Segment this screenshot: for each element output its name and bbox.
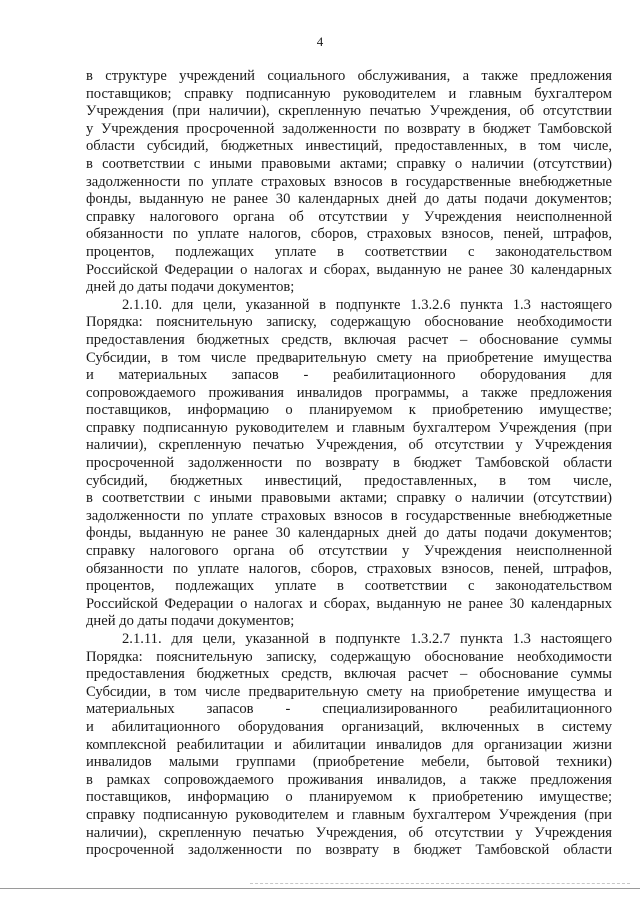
text-line: задолженности по уплате страховых взносов в государственные внебюджетные [86, 173, 612, 190]
text-line: процентов, подлежащих уплате в соответствии с законодательством [86, 243, 612, 260]
text-line: 2.1.10. для цели, указанной в подпункте 1.3.2.6 пункта 1.3 настоящего [122, 296, 612, 313]
text-line: материальных запасов - специализированного реабилитационного [86, 701, 612, 718]
text-line: Субсидии, в том числе предварительную смету на приобретение имущества и [86, 683, 612, 700]
text-line: просроченной задолженности по возврату в бюджет Тамбовской области [86, 455, 612, 472]
text-line: задолженности по уплате страховых взносов в государственные внебюджетные [86, 507, 612, 524]
text-line: и материальных запасов - реабилитационного оборудования для [86, 367, 612, 384]
page-number: 4 [316, 34, 324, 49]
text-line: в соответствии с иными правовыми актами; справку о наличии (отсутствии) [86, 490, 612, 507]
paragraph-p-continuation [86, 68, 612, 297]
text-line: в структуре учреждений социального обслуживания, а также предложения [86, 68, 612, 84]
document-body [86, 68, 612, 860]
text-line: Российской Федерации о налогах и сборах, выданную не ранее 30 календарных [86, 595, 612, 612]
text-line: наличии), скрепленную печатью Учреждения, об отсутствии у Учреждения [86, 437, 612, 454]
text-line: дней до даты подачи документов; [86, 613, 295, 630]
text-line: 2.1.11. для цели, указанной в подпункте 1.3.2.7 пункта 1.3 настоящего [122, 631, 612, 647]
text-line: сопровождаемого проживания инвалидов программы, а также предложения [86, 384, 612, 401]
text-line: Учреждения (при наличии), скрепленную печатью Учреждения, об отсутствии [86, 103, 612, 120]
text-line: у Учреждения просроченной задолженности по возврату в бюджет Тамбовской [86, 120, 612, 137]
page-bottom-edge [0, 888, 640, 889]
text-line: дней до даты подачи документов; [86, 279, 295, 296]
text-line: поставщиков, информацию о планируемом к приобретению имуществе; [86, 402, 612, 419]
text-line: в рамках сопровождаемого проживания инвалидов, а также предложения [86, 771, 612, 788]
text-line: Российской Федерации о налогах и сборах, выданную не ранее 30 календарных [86, 261, 612, 278]
text-line: обязанности по уплате налогов, сборов, страховых взносов, пеней, штрафов, [86, 560, 612, 577]
text-line: справку подписанную руководителем и главным бухгалтером Учреждения (при [86, 419, 612, 436]
text-line: Субсидии, в том числе предварительную смету на приобретение имущества [86, 349, 612, 366]
text-line: субсидий, бюджетных инвестиций, предоставленных, в том числе, [86, 472, 612, 489]
text-line: поставщиков; справку подписанную руководителем и главным бухгалтером [86, 85, 612, 102]
text-line: фонды, выданную не ранее 30 календарных дней до даты подачи документов; [86, 191, 612, 208]
text-line: предоставления бюджетных средств, включая расчет – обоснование суммы [86, 666, 612, 683]
text-line: процентов, подлежащих уплате в соответствии с законодательством [86, 578, 612, 595]
text-line: фонды, выданную не ранее 30 календарных дней до даты подачи документов; [86, 525, 612, 542]
text-line: обязанности по уплате налогов, сборов, страховых взносов, пеней, штрафов, [86, 226, 612, 243]
scan-edge-mark [250, 883, 630, 884]
paragraph-p-2-1-10 [86, 297, 612, 631]
text-line: Порядка: пояснительную записку, содержащую обоснование необходимости [86, 314, 612, 331]
text-line: и абилитационного оборудования организаций, включенных в систему [86, 718, 612, 735]
text-line: в соответствии с иными правовыми актами; справку о наличии (отсутствии) [86, 155, 612, 172]
paragraph-p-2-1-11 [86, 631, 612, 860]
text-line: справку налогового органа об отсутствии у Учреждения неисполненной [86, 208, 612, 225]
text-line: Порядка: пояснительную записку, содержащую обоснование необходимости [86, 648, 612, 665]
text-line: инвалидов малыми группами (приобретение мебели, бытовой техники) [86, 754, 612, 771]
text-line: поставщиков, информацию о планируемом к приобретению имуществе; [86, 789, 612, 806]
text-line: наличии), скрепленную печатью Учреждения, об отсутствии у Учреждения [86, 824, 612, 841]
text-line: просроченной задолженности по возврату в бюджет Тамбовской области [86, 842, 612, 859]
text-line: справку налогового органа об отсутствии у Учреждения неисполненной [86, 543, 612, 560]
text-line: предоставления бюджетных средств, включая расчет – обоснование суммы [86, 331, 612, 348]
text-line: области субсидий, бюджетных инвестиций, предоставленных, в том числе, [86, 138, 612, 155]
text-line: комплексной реабилитации и абилитации инвалидов для организации жизни [86, 736, 612, 753]
text-line: справку подписанную руководителем и главным бухгалтером Учреждения (при [86, 806, 612, 823]
